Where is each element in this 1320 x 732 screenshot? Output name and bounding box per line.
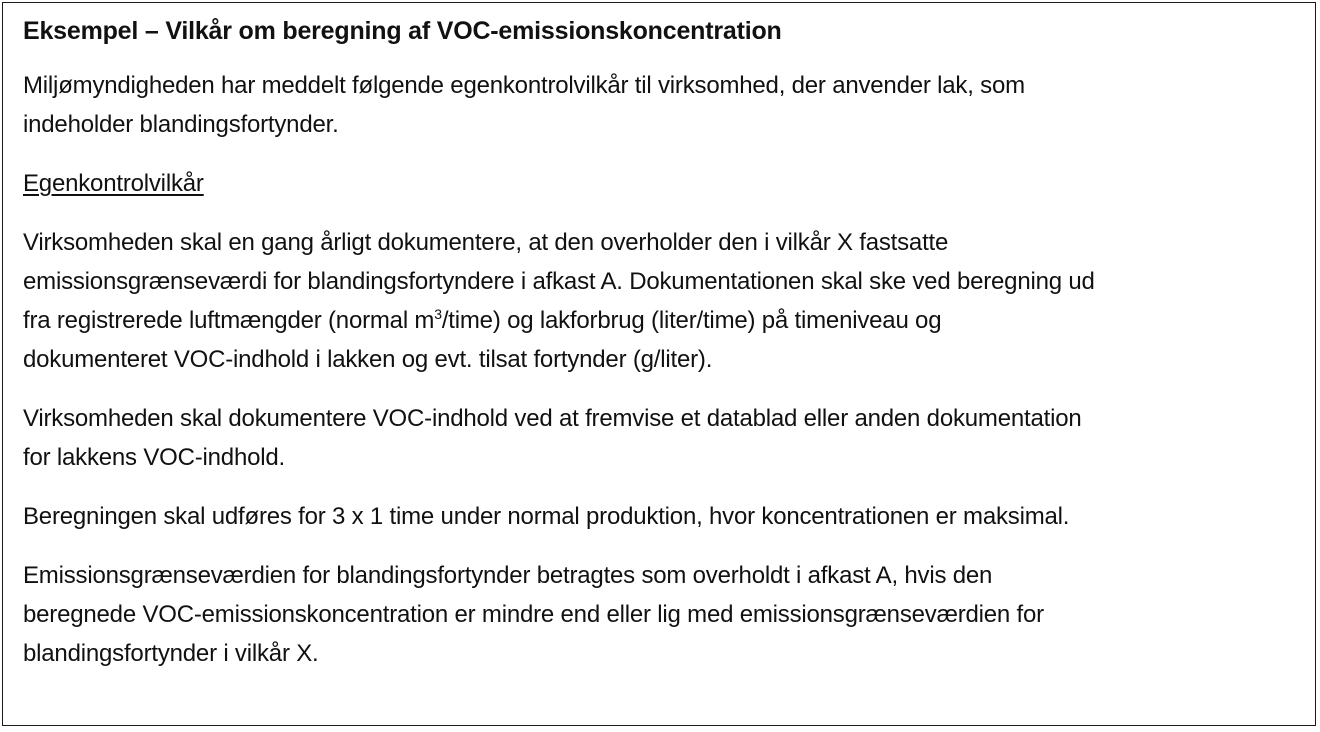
condition-paragraph-1	[23, 223, 1297, 379]
paragraph-line: blandingsfortynder i vilkår X.	[23, 640, 319, 667]
superscript-three: 3	[434, 306, 442, 322]
example-box	[2, 2, 1316, 726]
intro-paragraph	[23, 66, 1297, 144]
condition-paragraph-4	[23, 556, 1297, 673]
condition-paragraph-3	[23, 497, 1297, 536]
intro-line: Miljømyndigheden har meddelt følgende egenkontrolvilkår til virksomhed, der anvender lak, som	[23, 72, 1025, 99]
paragraph-line: Beregningen skal udføres for 3 x 1 time under normal produktion, hvor koncentrationen er maksimal.	[23, 503, 1070, 530]
line-text: /time) og lakforbrug (liter/time) på timeniveau og	[441, 307, 942, 334]
paragraph-line: dokumenteret VOC-indhold i lakken og evt. tilsat fortynder (g/liter).	[23, 346, 713, 373]
subheading-egenkontrol: Egenkontrolvilkår	[23, 170, 204, 197]
paragraph-line: Emissionsgrænseværdien for blandingsfortynder betragtes som overholdt i afkast A, hvis den	[23, 562, 993, 589]
paragraph-line: for lakkens VOC-indhold.	[23, 444, 285, 471]
paragraph-line: emissionsgrænseværdi for blandingsfortyndere i afkast A. Dokumentationen skal ske ved beregning ud	[23, 268, 1095, 295]
intro-line: indeholder blandingsfortynder.	[23, 111, 339, 138]
line-text: fra registrerede luftmængder (normal m	[23, 307, 435, 334]
paragraph-line: Virksomheden skal en gang årligt dokumentere, at den overholder den i vilkår X fastsatte	[23, 229, 949, 256]
example-title: Eksempel – Vilkår om beregning af VOC-emissionskoncentration	[23, 17, 782, 45]
paragraph-line	[23, 301, 1297, 340]
paragraph-line: beregnede VOC-emissionskoncentration er mindre end eller lig med emissionsgrænseværdien for	[23, 601, 1044, 628]
paragraph-line: Virksomheden skal dokumentere VOC-indhold ved at fremvise et datablad eller anden dokumentation	[23, 405, 1082, 432]
condition-paragraph-2	[23, 399, 1297, 477]
